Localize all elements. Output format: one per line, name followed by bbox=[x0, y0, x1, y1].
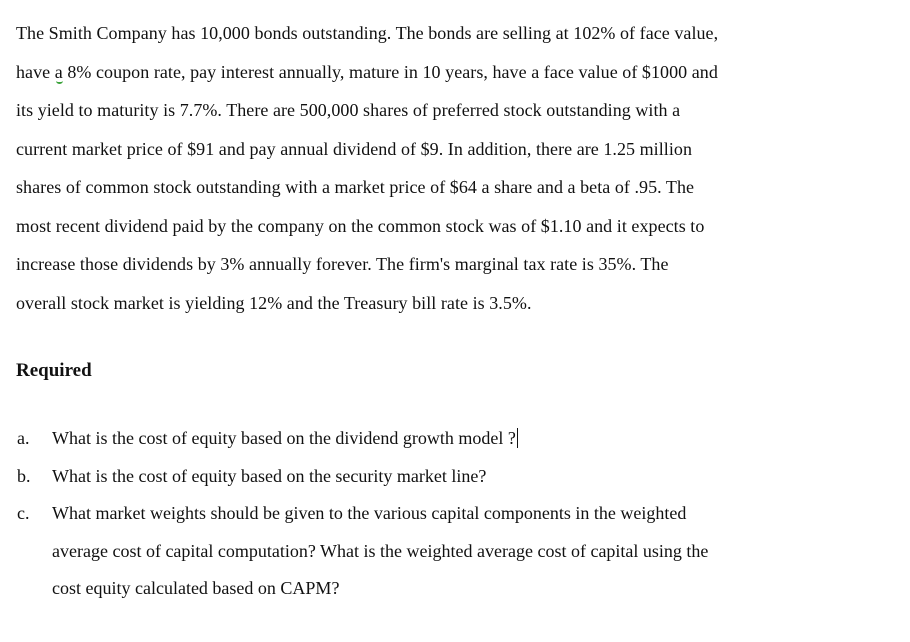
question-text[interactable] bbox=[52, 495, 896, 608]
question-text[interactable] bbox=[52, 458, 896, 496]
problem-line-6: most recent dividend paid by the company on the common stock was of $1.10 and it expects to bbox=[16, 215, 705, 236]
question-line: average cost of capital computation? What is the weighted average cost of capital using the bbox=[52, 540, 709, 561]
problem-line-2-suffix: 8% coupon rate, pay interest annually, mature in 10 years, have a face value of $1000 and bbox=[62, 61, 718, 82]
problem-line-7: increase those dividends by 3% annually forever. The firm's marginal tax rate is 35%. The bbox=[16, 254, 669, 274]
problem-line-2-prefix: have bbox=[16, 61, 55, 82]
question-letter: a. bbox=[17, 428, 30, 448]
problem-line-3: its yield to maturity is 7.7%. There are 500,000 shares of preferred stock outstanding with a bbox=[16, 100, 681, 120]
question-a bbox=[16, 420, 896, 458]
question-text[interactable] bbox=[52, 420, 896, 458]
required-heading: Required bbox=[16, 360, 92, 381]
problem-line-5: shares of common stock outstanding with a market price of $64 a share and a beta of .95. The bbox=[16, 177, 695, 197]
problem-statement bbox=[16, 14, 896, 322]
question-line-text: What is the cost of equity based on the dividend growth model ? bbox=[52, 428, 516, 448]
question-line: What is the cost of equity based on the security market line? bbox=[52, 465, 487, 486]
problem-line-1: The Smith Company has 10,000 bonds outstanding. The bonds are selling at 102% of face value, bbox=[16, 23, 719, 43]
question-letter: b. bbox=[17, 465, 31, 486]
document-body bbox=[16, 14, 896, 608]
question-line: cost equity calculated based on CAPM? bbox=[52, 578, 340, 598]
question-c bbox=[16, 495, 896, 608]
question-line bbox=[52, 420, 896, 458]
text-cursor bbox=[517, 428, 518, 448]
question-list bbox=[16, 420, 896, 608]
spellcheck-marked-word[interactable]: a bbox=[54, 61, 63, 82]
question-letter: c. bbox=[17, 503, 30, 523]
question-line: What market weights should be given to the various capital components in the weighted bbox=[52, 503, 687, 523]
question-b bbox=[16, 458, 896, 496]
problem-line-2 bbox=[16, 53, 896, 92]
problem-line-8: overall stock market is yielding 12% and the Treasury bill rate is 3.5%. bbox=[16, 292, 532, 313]
problem-line-4: current market price of $91 and pay annual dividend of $9. In addition, there are 1.25 million bbox=[16, 138, 692, 159]
